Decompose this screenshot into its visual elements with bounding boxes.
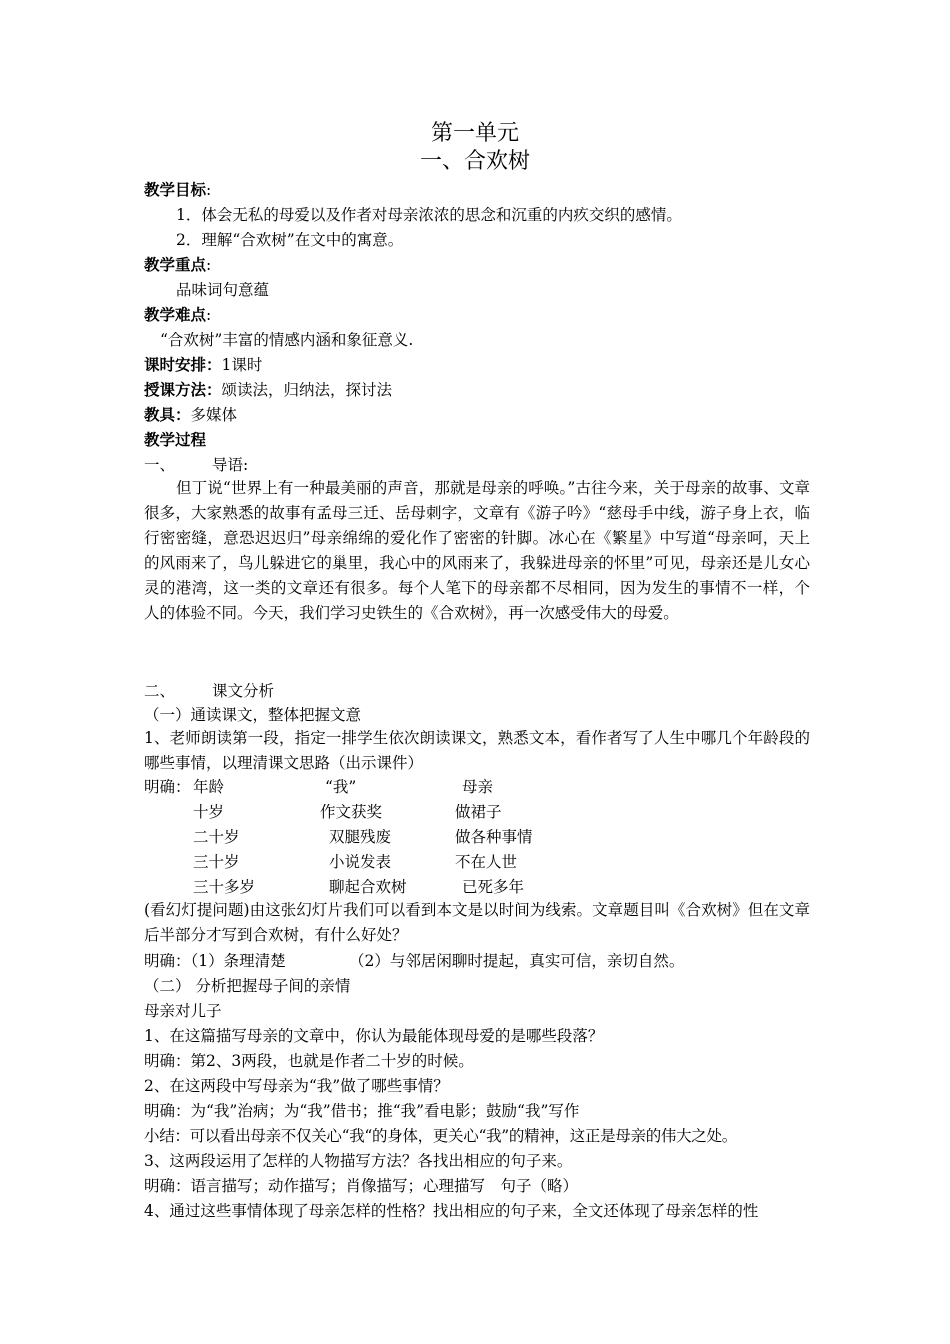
lesson-title: 一、合欢树 — [419, 149, 530, 174]
answer-b: （2）与邻居闲聊时提起，真实可信，亲切自然。 — [349, 952, 685, 970]
method-text: 颂读法，归纳法，探讨法 — [221, 381, 393, 399]
goal-1: 1．体会无私的母爱以及作者对母亲浓浓的思念和沉重的内疚交织的感情。 — [176, 206, 682, 224]
method-label: 授课方法 — [144, 380, 207, 399]
unit-title: 第一单元 — [430, 121, 519, 146]
answer-2: 明确：第2、3两段，也就是作者二十岁的时候。 — [144, 1052, 474, 1070]
subsection-2: （二） 分析把握母子间的亲情 — [144, 977, 351, 995]
intro-paragraph: 但丁说“世界上有一种最美丽的声音，那就是母亲的呼唤。”古往今来，关于母亲的故事、文章很多，大家熟悉的故事有孟母三迁、岳母刺字，文章有《游子吟》“慈母手中线，游子身上衣，临行密密缝，意恐迟迟归”母亲绵绵的爱化作了密密的针脚。冰心在《繁星》中写道“母亲呵，天上的风雨来了，鸟儿躲进它的巢里，我心中的风雨来了，我躲进母亲的怀里”可见，母亲还是儿女心灵的港湾，这一类的文章还有很多。每个人笔下的母亲都不尽相同，因为发生的事情不一样，个人的体验不同。今天，我们学习史铁生的《合欢树》，再一次感受伟大的母爱。 — [144, 479, 810, 622]
section-1-title: 导语: — [212, 456, 249, 474]
question-3: 2、在这两段中写母亲为“我”做了哪些事情？ — [144, 1077, 449, 1095]
goals-heading: 教学目标: — [144, 180, 212, 199]
slide-question: (看幻灯提问题)由这张幻灯片我们可以看到本文是以时间为线索。文章题目叫《合欢树》但在文章后半部分才写到合欢树，有什么好处？ — [144, 901, 810, 944]
table-cell: 三十岁 — [193, 853, 240, 871]
question-1: 1、老师朗读第一段，指定一排学生依次朗读课文，熟悉文本，看作者写了人生中哪几个年龄段的哪些事情，以理清课文思路（出示课件） — [144, 729, 810, 772]
table-cell: 小说发表 — [329, 853, 392, 871]
mother-to-son: 母亲对儿子 — [144, 1002, 222, 1020]
goals-label: 教学目标 — [144, 180, 207, 199]
section-2-title: 课文分析 — [212, 682, 275, 700]
table-header-mother: 母亲 — [462, 778, 494, 796]
hours-label: 课时安排 — [144, 355, 207, 374]
focus-label: 教学重点 — [144, 255, 207, 274]
hours-row: 课时安排：1课时 — [144, 355, 263, 374]
tools-text: 多媒体 — [190, 406, 238, 424]
method-row: 授课方法：颂读法，归纳法，探讨法 — [144, 380, 393, 399]
table-cell: 做裙子 — [455, 803, 502, 821]
table-cell: 双腿残废 — [329, 828, 392, 846]
table-mingque-label: 明确： — [144, 778, 191, 796]
answer-3: 明确：为“我”治病；为“我”借书；推“我”看电影；鼓励“我”写作 — [144, 1102, 580, 1120]
subsection-1: （一）通读课文，整体把握文意 — [144, 706, 362, 724]
question-2: 1、在这篇描写母亲的文章中，你认为最能体现母爱的是哪些段落？ — [144, 1027, 604, 1045]
difficulty-text: “合欢树”丰富的情感内涵和象征意义. — [160, 331, 414, 349]
table-cell: 作文获奖 — [320, 803, 383, 821]
focus-heading: 教学重点: — [144, 255, 212, 274]
tools-row: 教具：多媒体 — [144, 405, 238, 424]
table-cell: 三十多岁 — [193, 878, 256, 896]
question-4: 3、这两段运用了怎样的人物描写方法？各找出相应的句子来。 — [144, 1152, 573, 1170]
hours-text: 1课时 — [221, 356, 263, 374]
table-cell: 二十岁 — [193, 828, 240, 846]
answer-4: 明确：语言描写；动作描写；肖像描写；心理描写 句子（略） — [144, 1177, 579, 1195]
answer-a: 明确：（1）条理清楚 — [144, 952, 286, 970]
summary: 小结：可以看出母亲不仅关心“我“的身体，更关心“我”的精神，这正是母亲的伟大之处。 — [144, 1127, 737, 1145]
table-cell: 已死多年 — [462, 878, 525, 896]
tools-label: 教具 — [144, 405, 176, 424]
table-cell: 做各种事情 — [455, 828, 533, 846]
question-5: 4、通过这些事情体现了母亲怎样的性格？找出相应的句子来，全文还体现了母亲怎样的性 — [144, 1202, 759, 1220]
section-2-number: 二、 — [144, 682, 176, 700]
table-cell: 聊起合欢树 — [329, 878, 407, 896]
table-header-age: 年龄 — [193, 778, 225, 796]
table-cell: 十岁 — [193, 803, 225, 821]
difficulty-label: 教学难点 — [144, 305, 207, 324]
table-header-me: “我” — [325, 778, 357, 796]
goal-2: 2．理解“合欢树”在文中的寓意。 — [176, 231, 404, 249]
difficulty-heading: 教学难点: — [144, 305, 212, 324]
table-cell: 不在人世 — [455, 853, 518, 871]
process-heading: 教学过程 — [144, 430, 207, 449]
focus-text: 品味词句意蕴 — [176, 281, 270, 299]
section-1-number: 一、 — [144, 456, 176, 474]
